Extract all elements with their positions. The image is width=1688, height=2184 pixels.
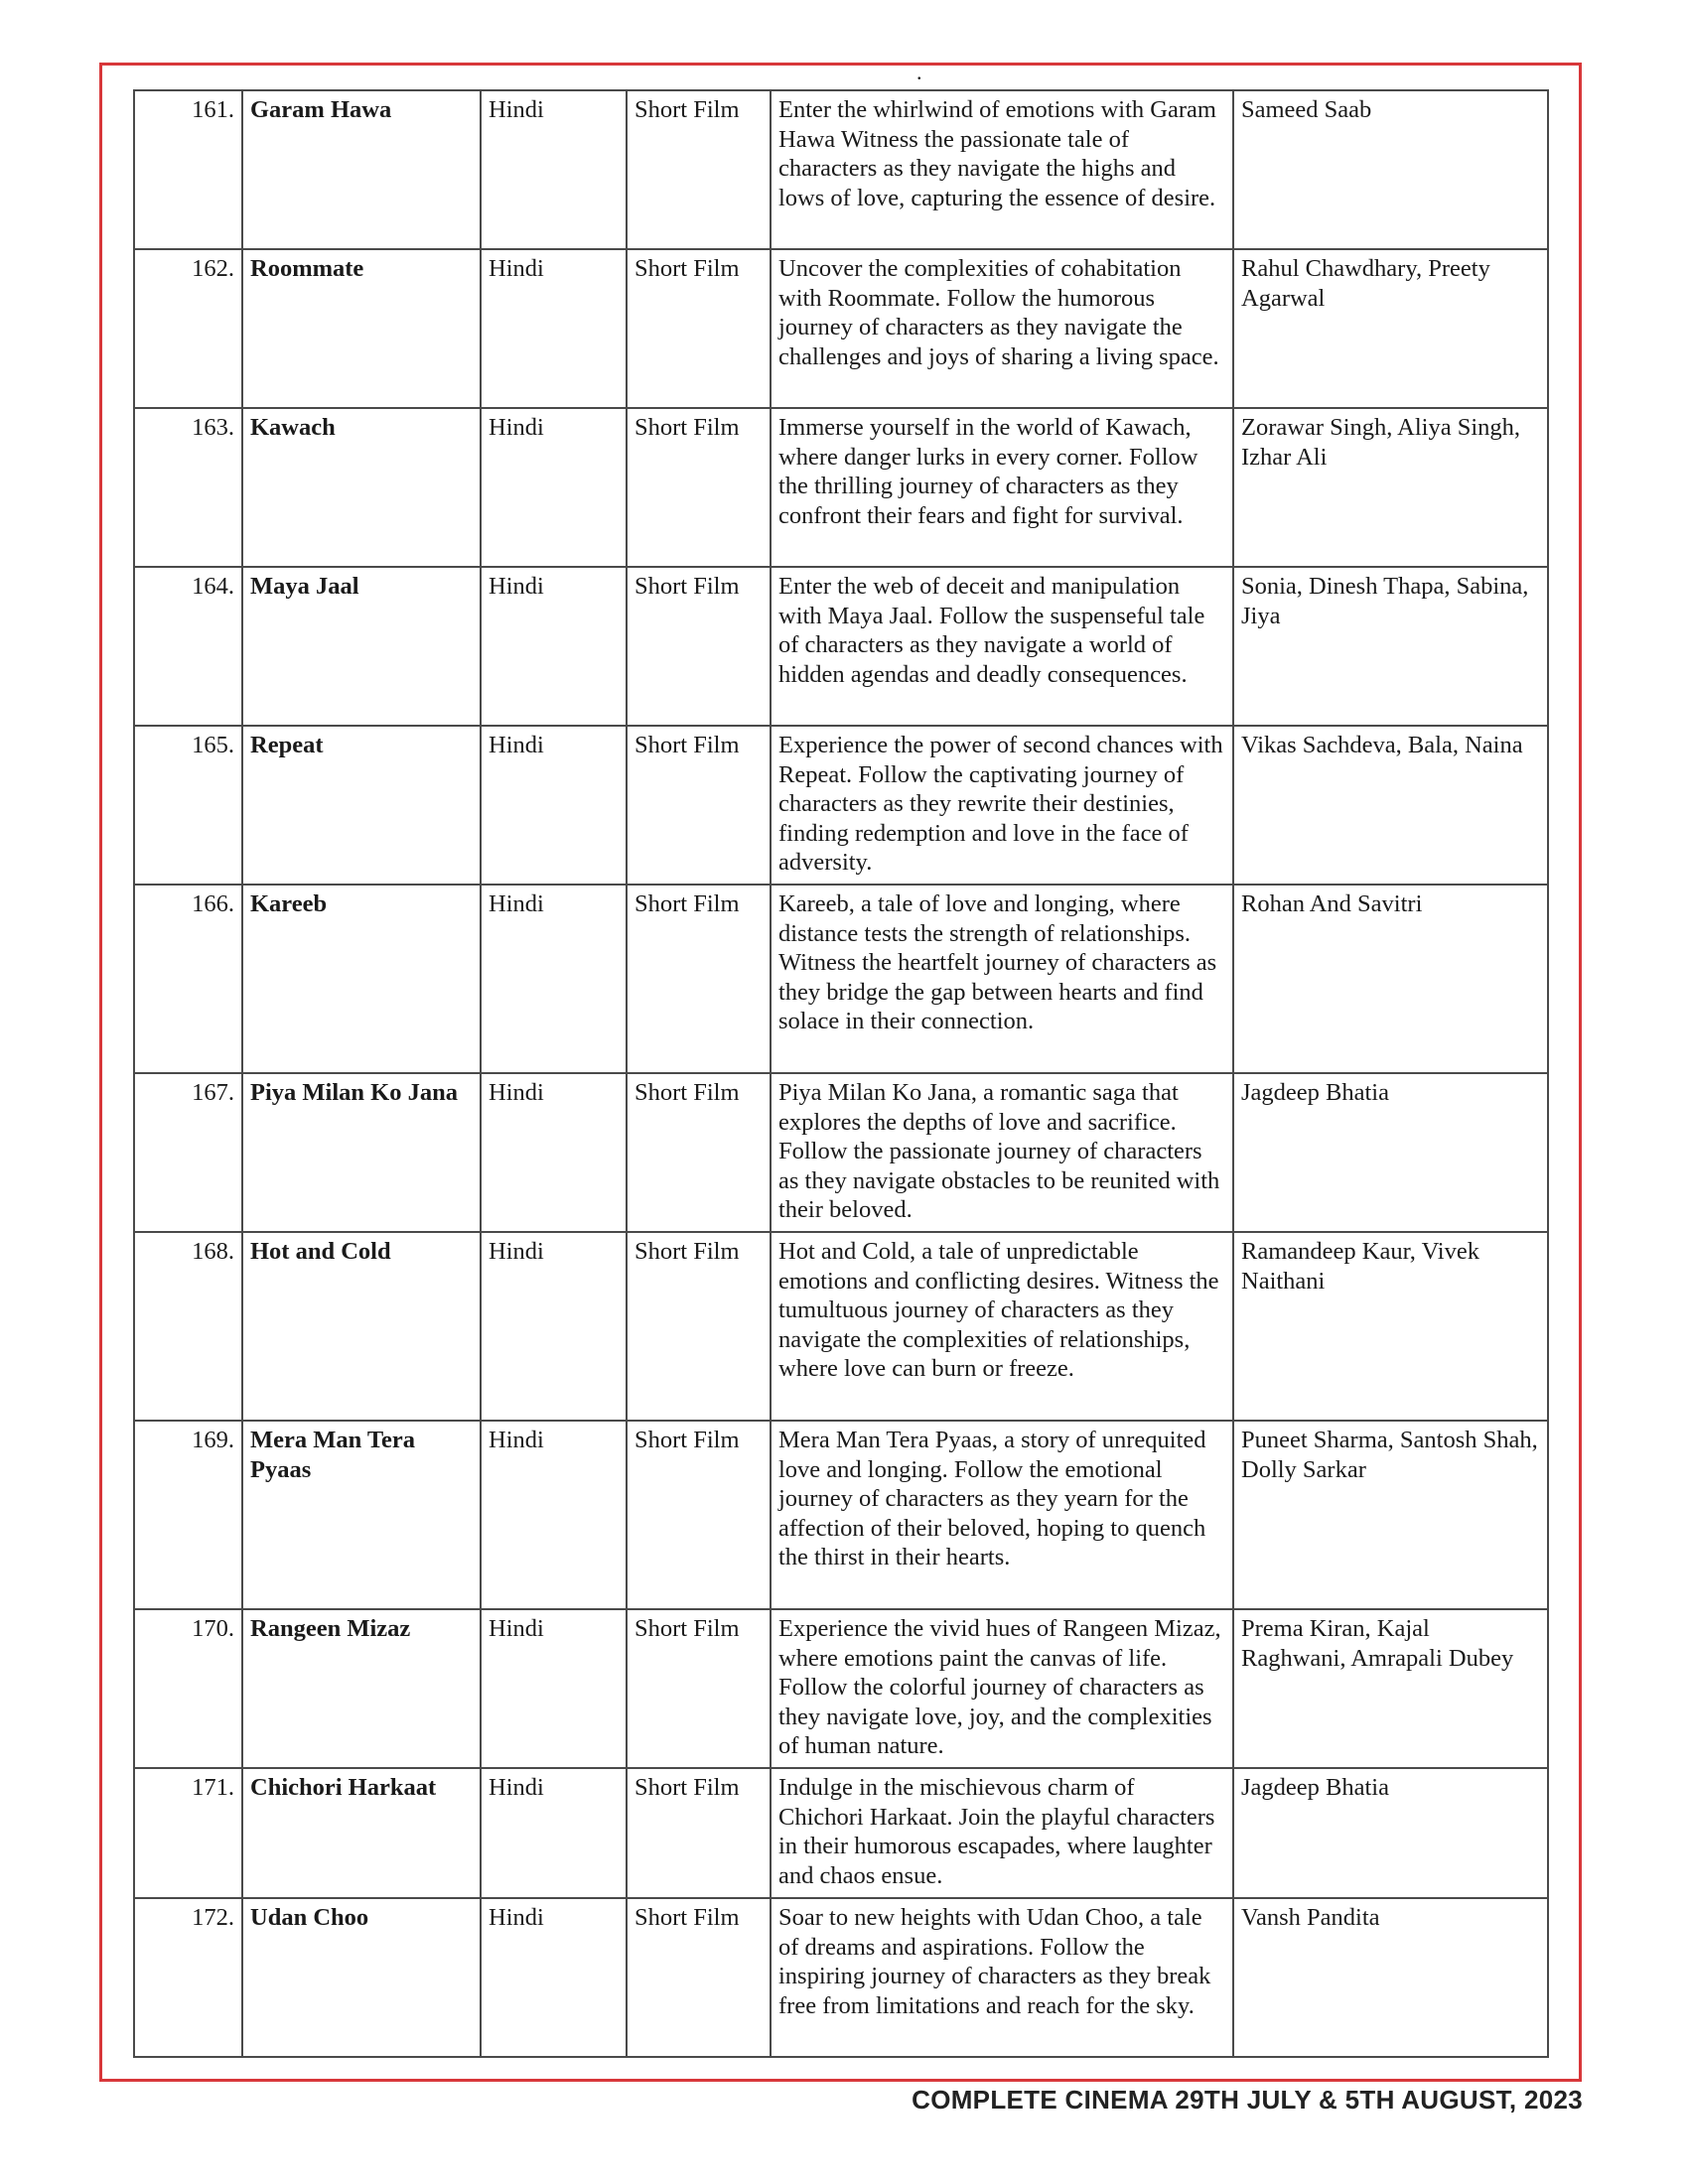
film-format: Short Film [627,567,771,726]
row-number: 165. [134,726,242,885]
film-cast: Sameed Saab [1233,90,1548,249]
film-description: Immerse yourself in the world of Kawach, where danger lurks in every corner. Follow the thrilling journey of characters as they confront their fears and fight for survival. [771,408,1233,567]
film-format: Short Film [627,1232,771,1421]
film-description: Hot and Cold, a tale of unpredictable emotions and conflicting desires. Witness the tumultuous journey of characters as they navigate the complexities of relationships, where love can burn or freeze. [771,1232,1233,1421]
film-language: Hindi [481,1768,627,1898]
row-number: 164. [134,567,242,726]
film-language: Hindi [481,90,627,249]
film-language: Hindi [481,885,627,1073]
film-title: Chichori Harkaat [242,1768,481,1898]
table-row [134,885,1548,1073]
film-title: Kareeb [242,885,481,1073]
film-description: Enter the whirlwind of emotions with Garam Hawa Witness the passionate tale of characters as they navigate the highs and lows of love, capturing the essence of desire. [771,90,1233,249]
film-format: Short Film [627,1073,771,1232]
film-list-body [134,90,1548,2057]
table-row [134,249,1548,408]
table-row [134,90,1548,249]
film-language: Hindi [481,1073,627,1232]
film-cast: Rohan And Savitri [1233,885,1548,1073]
film-format: Short Film [627,90,771,249]
film-title: Rangeen Mizaz [242,1609,481,1768]
film-title: Roommate [242,249,481,408]
film-description: Piya Milan Ko Jana, a romantic saga that explores the depths of love and sacrifice. Follow the passionate journey of characters as they navigate obstacles to be reunited with their beloved. [771,1073,1233,1232]
row-number: 170. [134,1609,242,1768]
film-language: Hindi [481,1421,627,1609]
film-language: Hindi [481,408,627,567]
film-language: Hindi [481,1609,627,1768]
film-title: Garam Hawa [242,90,481,249]
film-format: Short Film [627,1421,771,1609]
film-title: Repeat [242,726,481,885]
table-row [134,1232,1548,1421]
film-cast: Puneet Sharma, Santosh Shah, Dolly Sarkar [1233,1421,1548,1609]
film-title: Piya Milan Ko Jana [242,1073,481,1232]
film-description: Kareeb, a tale of love and longing, where distance tests the strength of relationships. Witness the heartfelt journey of characters as they bridge the gap between hearts and find solace in their connection. [771,885,1233,1073]
film-language: Hindi [481,249,627,408]
film-title: Mera Man Tera Pyaas [242,1421,481,1609]
row-number: 161. [134,90,242,249]
row-number: 162. [134,249,242,408]
film-cast: Vikas Sachdeva, Bala, Naina [1233,726,1548,885]
table-row [134,1898,1548,2057]
film-description: Mera Man Tera Pyaas, a story of unrequited love and longing. Follow the emotional journey of characters as they yearn for the affection of their beloved, hoping to quench the thirst in their hearts. [771,1421,1233,1609]
film-cast: Jagdeep Bhatia [1233,1768,1548,1898]
film-cast: Zorawar Singh, Aliya Singh, Izhar Ali [1233,408,1548,567]
film-language: Hindi [481,1232,627,1421]
film-format: Short Film [627,1609,771,1768]
film-format: Short Film [627,885,771,1073]
row-number: 166. [134,885,242,1073]
film-language: Hindi [481,726,627,885]
row-number: 169. [134,1421,242,1609]
film-description: Soar to new heights with Udan Choo, a tale of dreams and aspirations. Follow the inspiring journey of characters as they break free from limitations and reach for the sky. [771,1898,1233,2057]
film-cast: Rahul Chawdhary, Preety Agarwal [1233,249,1548,408]
film-description: Uncover the complexities of cohabitation with Roommate. Follow the humorous journey of characters as they navigate the challenges and joys of sharing a living space. [771,249,1233,408]
film-cast: Prema Kiran, Kajal Raghwani, Amrapali Dubey [1233,1609,1548,1768]
film-format: Short Film [627,1768,771,1898]
film-cast: Ramandeep Kaur, Vivek Naithani [1233,1232,1548,1421]
table-row [134,726,1548,885]
table-row [134,1421,1548,1609]
film-title: Hot and Cold [242,1232,481,1421]
film-cast: Jagdeep Bhatia [1233,1073,1548,1232]
row-number: 172. [134,1898,242,2057]
film-description: Experience the power of second chances with Repeat. Follow the captivating journey of characters as they rewrite their destinies, finding redemption and love in the face of adversity. [771,726,1233,885]
row-number: 171. [134,1768,242,1898]
table-row [134,1609,1548,1768]
film-cast: Vansh Pandita [1233,1898,1548,2057]
table-row [134,1073,1548,1232]
film-title: Maya Jaal [242,567,481,726]
film-title: Udan Choo [242,1898,481,2057]
film-format: Short Film [627,408,771,567]
film-title: Kawach [242,408,481,567]
film-format: Short Film [627,726,771,885]
row-number: 163. [134,408,242,567]
row-number: 168. [134,1232,242,1421]
film-description: Experience the vivid hues of Rangeen Mizaz, where emotions paint the canvas of life. Follow the colorful journey of characters as they navigate love, joy, and the complexities of human nature. [771,1609,1233,1768]
footer-publication-line: COMPLETE CINEMA 29TH JULY & 5TH AUGUST, 2023 [912,2085,1583,2115]
table-row [134,567,1548,726]
table-row [134,1768,1548,1898]
top-mark: . [916,60,922,84]
film-description: Indulge in the mischievous charm of Chichori Harkaat. Join the playful characters in their humorous escapades, where laughter and chaos ensue. [771,1768,1233,1898]
table-row [134,408,1548,567]
film-description: Enter the web of deceit and manipulation with Maya Jaal. Follow the suspenseful tale of characters as they navigate a world of hidden agendas and deadly consequences. [771,567,1233,726]
film-list-table [133,89,1549,2058]
film-format: Short Film [627,1898,771,2057]
row-number: 167. [134,1073,242,1232]
film-language: Hindi [481,567,627,726]
film-language: Hindi [481,1898,627,2057]
film-format: Short Film [627,249,771,408]
film-cast: Sonia, Dinesh Thapa, Sabina, Jiya [1233,567,1548,726]
